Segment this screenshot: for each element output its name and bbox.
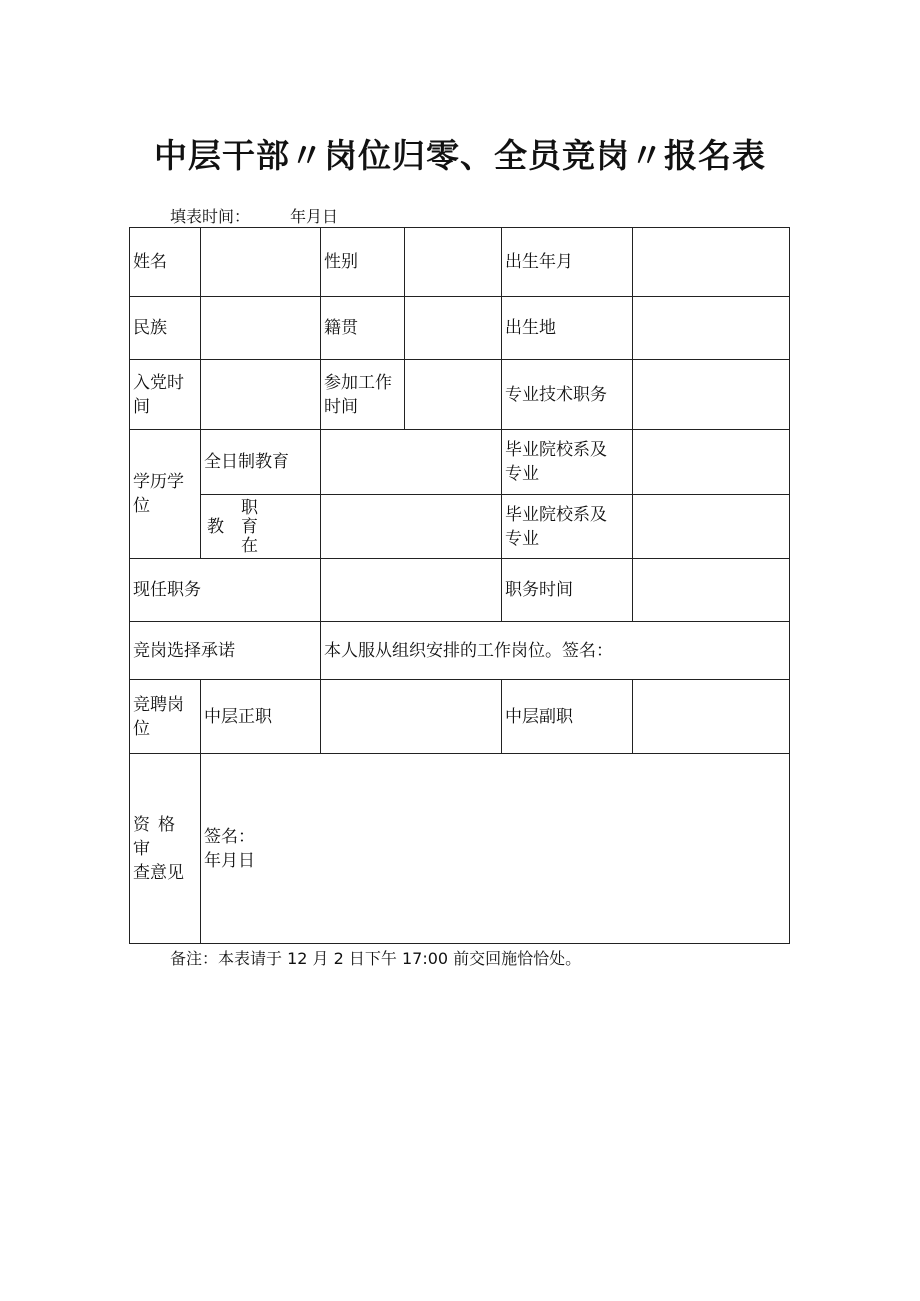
current-post-label: 现任职务 — [129, 558, 321, 622]
compete-post-label: 竞聘岗 位 — [129, 679, 201, 754]
fill-time-label: 填表时间： — [170, 207, 251, 226]
native-place-label: 籍贯 — [320, 296, 405, 360]
mid-chief-label: 中层正职 — [200, 679, 321, 754]
review-label: 资格审 查意见 — [129, 753, 201, 944]
name-input[interactable] — [200, 227, 321, 297]
ethnicity-input[interactable] — [200, 296, 321, 360]
footnote: 备注：本表请于 12 月 2 日下午 17:00 前交回施恰恰处。 — [170, 949, 582, 968]
party-time-label: 入党时 间 — [129, 359, 201, 430]
name-label: 姓名 — [129, 227, 201, 297]
education-label: 学历学 位 — [129, 429, 201, 559]
school-major-label-2: 毕业院校系及 专业 — [501, 494, 633, 559]
birthplace-label: 出生地 — [501, 296, 633, 360]
birth-label: 出生年月 — [501, 227, 633, 297]
ethnicity-label: 民族 — [129, 296, 201, 360]
tech-title-input[interactable] — [632, 359, 790, 430]
school-major-input-1[interactable] — [632, 429, 790, 495]
fulltime-edu-input[interactable] — [320, 429, 502, 495]
current-post-input[interactable] — [320, 558, 502, 622]
work-time-label: 参加工作 时间 — [320, 359, 405, 430]
review-date: 年月日 — [204, 850, 255, 871]
mid-deputy-label: 中层副职 — [501, 679, 633, 754]
birth-input[interactable] — [632, 227, 790, 297]
fill-time — [170, 204, 338, 227]
work-time-input[interactable] — [404, 359, 502, 430]
inservice-edu-input[interactable] — [320, 494, 502, 559]
post-time-input[interactable] — [632, 558, 790, 622]
school-major-label-1: 毕业院校系及 专业 — [501, 429, 633, 495]
page-title: 中层干部〃岗位归零、全员竞岗〃报名表 — [154, 136, 766, 175]
gender-input[interactable] — [404, 227, 502, 297]
registration-form-table — [129, 227, 790, 944]
native-place-input[interactable] — [404, 296, 502, 360]
tech-title-label: 专业技术职务 — [501, 359, 633, 430]
review-sign: 签名： — [204, 826, 255, 847]
review-opinion-area[interactable] — [200, 753, 790, 944]
school-major-input-2[interactable] — [632, 494, 790, 559]
gender-label: 性别 — [320, 227, 405, 297]
post-time-label: 职务时间 — [501, 558, 633, 622]
party-time-input[interactable] — [200, 359, 321, 430]
birthplace-input[interactable] — [632, 296, 790, 360]
mid-deputy-input[interactable] — [632, 679, 790, 754]
mid-chief-input[interactable] — [320, 679, 502, 754]
commitment-text[interactable]: 本人服从组织安排的工作岗位。签名： — [320, 621, 790, 680]
commitment-label: 竞岗选择承诺 — [129, 621, 321, 680]
fulltime-edu-label: 全日制教育 — [200, 429, 321, 495]
inservice-edu-label: 职 教 育 在 — [200, 494, 321, 559]
fill-time-date[interactable]: 年月日 — [290, 207, 339, 226]
